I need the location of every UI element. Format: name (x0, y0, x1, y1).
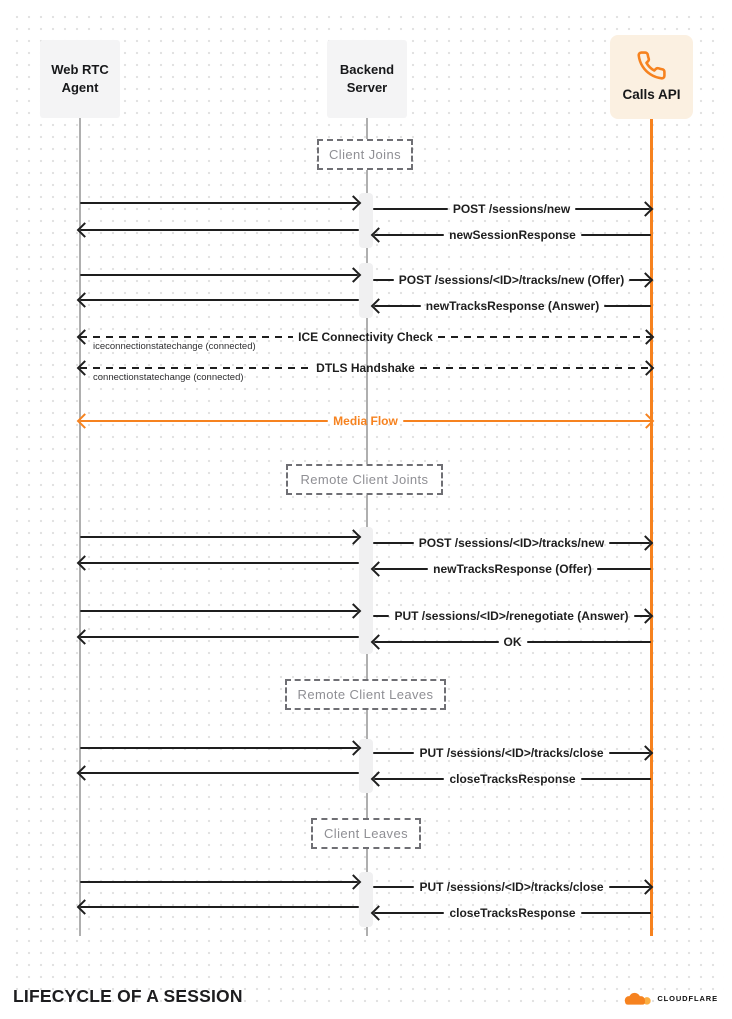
page-title: LIFECYCLE OF A SESSION (13, 986, 243, 1006)
message-label: PUT /sessions/<ID>/tracks/close (419, 746, 604, 760)
phase-label: Remote Client Leaves (297, 687, 434, 702)
arrow-line (373, 279, 394, 282)
arrow-webrtc-to-backend (80, 268, 358, 282)
arrow-close-tracks-response (374, 906, 651, 920)
arrow-backend-to-webrtc (80, 630, 359, 644)
arrow-line (80, 636, 359, 639)
arrow-line (80, 202, 358, 205)
arrow-line (80, 367, 311, 370)
arrow-post-tracks-new (373, 536, 650, 550)
phase-client-leaves (311, 818, 421, 849)
arrow-ok (374, 635, 651, 649)
arrow-line (581, 234, 651, 237)
message-label: newSessionResponse (449, 228, 576, 242)
arrow-line (575, 208, 650, 211)
phase-label: Remote Client Joints (300, 472, 429, 487)
arrow-line (80, 536, 358, 539)
message-label: POST /sessions/new (452, 202, 571, 216)
arrow-media-flow (80, 414, 651, 428)
message-label: newTracksResponse (Answer) (425, 299, 600, 313)
message-label: POST /sessions/<ID>/tracks/new (418, 536, 605, 550)
message-label: OK (503, 635, 522, 649)
arrow-webrtc-to-backend (80, 530, 358, 544)
actor-calls-api (610, 35, 693, 119)
message-label: PUT /sessions/<ID>/tracks/close (419, 880, 604, 894)
arrow-webrtc-to-backend (80, 604, 358, 618)
arrow-line (597, 568, 651, 571)
phone-icon (636, 50, 667, 81)
arrow-line (629, 279, 650, 282)
arrow-line (80, 772, 359, 775)
phase-label: Client Leaves (324, 826, 408, 841)
arrow-line (374, 234, 444, 237)
arrow-line (373, 615, 389, 618)
annotation-ice-state: iceconnectionstatechange (connected) (93, 341, 256, 352)
arrow-line (80, 336, 293, 339)
cloudflare-cloud-icon (620, 990, 654, 1007)
arrow-line (527, 641, 652, 644)
arrow-line (581, 778, 651, 781)
arrow-new-tracks-response-answer (374, 299, 651, 313)
arrow-line (80, 274, 358, 277)
actor-label: Web RTC Agent (51, 62, 109, 95)
message-label: ICE Connectivity Check (298, 330, 433, 344)
actor-label: Calls API (622, 86, 681, 102)
message-label: DTLS Handshake (316, 361, 415, 375)
arrow-line (373, 886, 414, 889)
activation-bar (359, 263, 373, 318)
activation-bar (359, 193, 373, 248)
arrow-put-tracks-close (373, 746, 650, 760)
message-label: closeTracksResponse (449, 772, 576, 786)
cloudflare-wordmark: CLOUDFLARE (657, 993, 718, 1003)
arrow-backend-to-webrtc (80, 223, 359, 237)
activation-bar (359, 527, 373, 654)
arrow-line (634, 615, 650, 618)
arrow-line (438, 336, 651, 339)
arrow-post-tracks-new-offer (373, 273, 650, 287)
arrow-webrtc-to-backend (80, 196, 358, 210)
arrow-put-renegotiate-answer (373, 609, 650, 623)
arrow-line (581, 912, 651, 915)
arrow-backend-to-webrtc (80, 900, 359, 914)
arrow-line (374, 305, 421, 308)
arrow-line (374, 912, 444, 915)
message-label: closeTracksResponse (449, 906, 576, 920)
arrow-line (604, 305, 651, 308)
arrow-line (80, 906, 359, 909)
arrow-line (80, 562, 359, 565)
message-label: Media Flow (333, 414, 398, 428)
arrow-backend-to-webrtc (80, 766, 359, 780)
arrow-line (80, 881, 358, 884)
arrow-line (373, 752, 414, 755)
message-label: newTracksResponse (Offer) (433, 562, 592, 576)
arrow-backend-to-webrtc (80, 556, 359, 570)
arrow-line (80, 747, 358, 750)
annotation-conn-state: connectionstatechange (connected) (93, 372, 244, 383)
arrow-new-session-response (374, 228, 651, 242)
arrow-line (373, 542, 414, 545)
arrow-line (609, 542, 650, 545)
arrow-line (374, 778, 444, 781)
arrow-line (609, 886, 650, 889)
arrow-post-sessions-new (373, 202, 650, 216)
arrow-line (374, 641, 499, 644)
arrow-line (609, 752, 650, 755)
lifeline-web-rtc-agent (79, 118, 81, 936)
activation-bar (359, 872, 373, 927)
arrow-new-tracks-response-offer (374, 562, 651, 576)
arrow-line (80, 610, 358, 613)
actor-web-rtc-agent (40, 40, 120, 118)
actor-label: Backend Server (339, 62, 395, 95)
arrow-close-tracks-response (374, 772, 651, 786)
cloudflare-logo (620, 989, 718, 1007)
message-label: POST /sessions/<ID>/tracks/new (Offer) (398, 273, 625, 287)
arrow-backend-to-webrtc (80, 293, 359, 307)
arrow-webrtc-to-backend (80, 741, 358, 755)
arrow-line (420, 367, 651, 370)
phase-client-joins (317, 139, 413, 170)
arrow-line (403, 420, 651, 423)
arrow-webrtc-to-backend (80, 875, 358, 889)
arrow-line (80, 229, 359, 232)
phase-remote-client-joins (286, 464, 443, 495)
phase-remote-client-leaves (285, 679, 446, 710)
arrow-line (80, 299, 359, 302)
arrow-line (80, 420, 328, 423)
arrow-line (373, 208, 448, 211)
actor-backend-server (327, 40, 407, 118)
arrow-put-tracks-close (373, 880, 650, 894)
phase-label: Client Joins (329, 147, 401, 162)
message-label: PUT /sessions/<ID>/renegotiate (Answer) (394, 609, 629, 623)
arrow-line (374, 568, 428, 571)
